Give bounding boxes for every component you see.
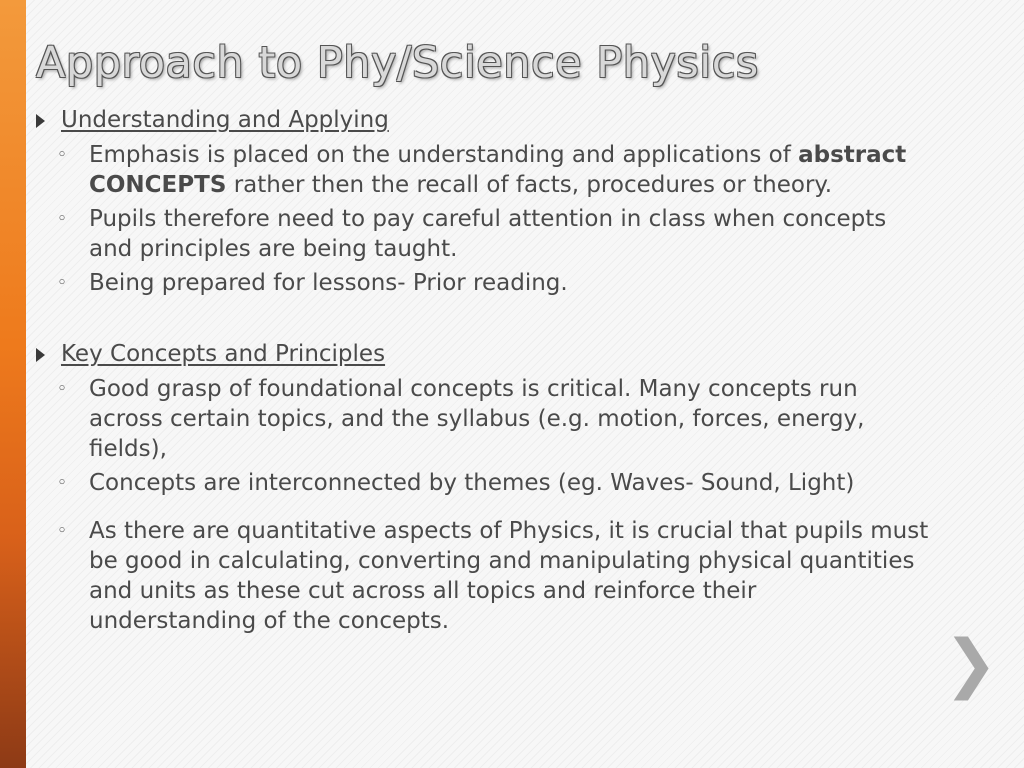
section-heading-label: Understanding and Applying (61, 107, 389, 133)
section-heading-label: Key Concepts and Principles (61, 341, 386, 367)
list-item (30, 516, 930, 636)
bullet-list (30, 374, 930, 636)
hollow-bullet-icon: ◦ (57, 209, 68, 229)
bullet-text-bold: abstract CONCEPTS (89, 142, 907, 198)
list-item (30, 374, 930, 464)
section-key-concepts (30, 338, 930, 636)
bullet-text: Good grasp of foundational concepts is critical. Many concepts run across certain topics, and the syllabus (e.g. motion, forces, energy, fields), (89, 376, 865, 462)
list-item (30, 204, 930, 264)
triangle-right-icon (36, 114, 45, 128)
section-heading (30, 104, 930, 136)
list-item (30, 468, 930, 498)
hollow-bullet-icon: ◦ (57, 521, 68, 541)
orange-side-bar (0, 0, 26, 768)
chevron-right-icon[interactable]: ❯ (944, 627, 998, 701)
bullet-text: As there are quantitative aspects of Physics, it is crucial that pupils must be good in calculating, converting and manipulating physical quantities and units as these cut across all topics and reinforce their understanding of the concepts. (89, 518, 929, 634)
slide-content (30, 104, 930, 636)
section-understanding (30, 104, 930, 298)
triangle-right-icon (36, 348, 45, 362)
hollow-bullet-icon: ◦ (57, 273, 68, 293)
bullet-text-post: rather then the recall of facts, procedures or theory. (226, 172, 833, 198)
list-item (30, 268, 930, 298)
bullet-text: Being prepared for lessons- Prior reading. (89, 270, 568, 296)
bullet-text-pre: Emphasis is placed on the understanding and applications of (89, 142, 799, 168)
hollow-bullet-icon: ◦ (57, 379, 68, 399)
bullet-text: Concepts are interconnected by themes (eg. Waves- Sound, Light) (89, 470, 855, 496)
list-item (30, 140, 930, 200)
bullet-text: Pupils therefore need to pay careful attention in class when concepts and principles are being taught. (89, 206, 887, 262)
section-heading (30, 338, 930, 370)
slide-title: Approach to Phy/Science Physics (36, 38, 759, 88)
bullet-list (30, 140, 930, 298)
hollow-bullet-icon: ◦ (57, 473, 68, 493)
hollow-bullet-icon: ◦ (57, 145, 68, 165)
